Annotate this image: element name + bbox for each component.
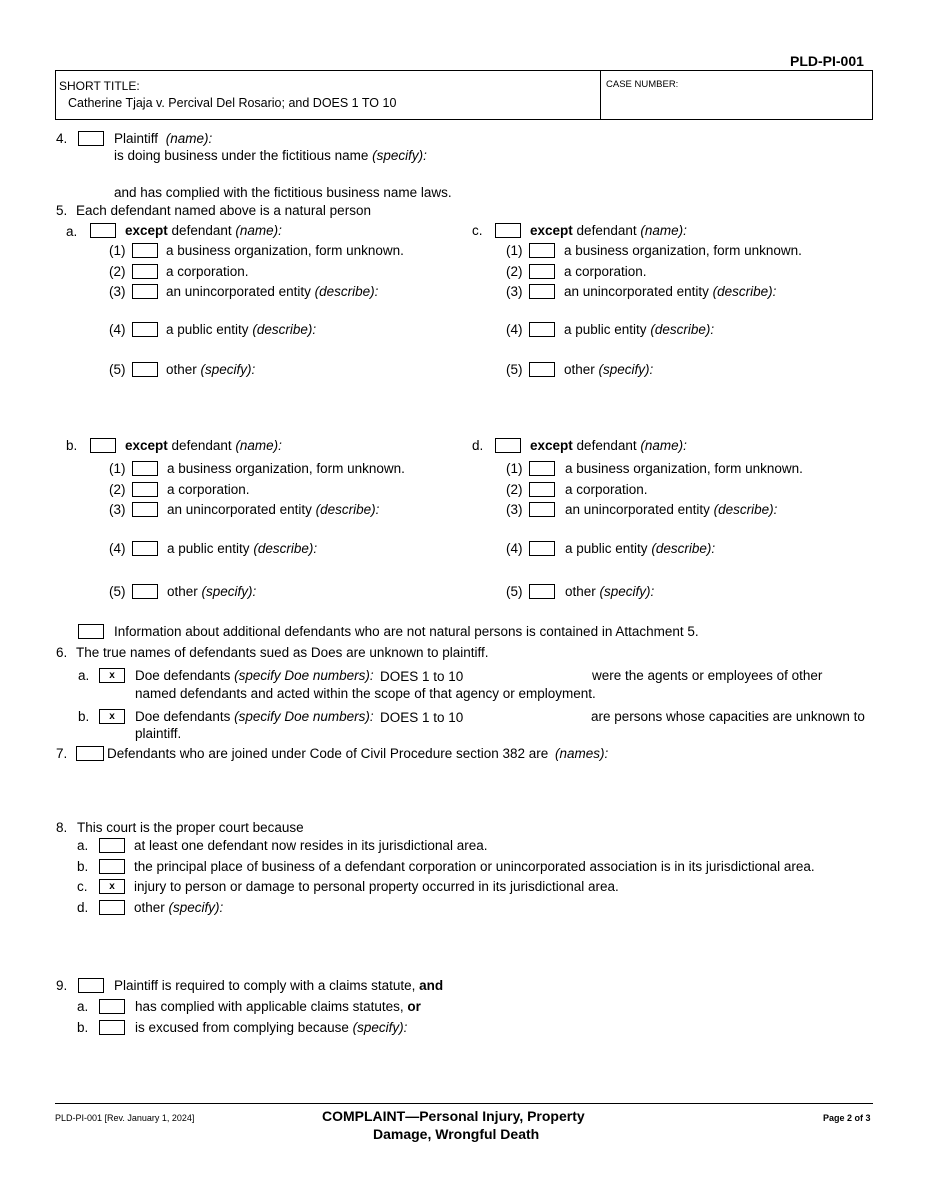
item5a-opt3-num: (3) bbox=[109, 284, 126, 299]
item9-line bbox=[114, 978, 443, 994]
item5d-opt3-checkbox[interactable] bbox=[529, 502, 555, 517]
item4-complied-text: and has complied with the fictitious business name laws. bbox=[114, 185, 452, 200]
item9a-checkbox[interactable] bbox=[99, 999, 125, 1014]
item5b-opt4-label: a public entity bbox=[167, 541, 250, 556]
item5d-opt4-text bbox=[565, 541, 715, 557]
item8b-checkbox[interactable] bbox=[99, 859, 125, 874]
item5d-opt4-num: (4) bbox=[506, 541, 523, 556]
item8a-checkbox[interactable] bbox=[99, 838, 125, 853]
item6b-label-line bbox=[135, 709, 374, 725]
item5d-opt4-checkbox[interactable] bbox=[529, 541, 555, 556]
item5a-defendant: defendant bbox=[171, 223, 232, 238]
item5c-opt4-label: a public entity bbox=[564, 322, 647, 337]
item5c-opt5-text bbox=[564, 362, 653, 378]
item5c-defendant: defendant bbox=[576, 223, 637, 238]
item8c-letter: c. bbox=[77, 879, 88, 894]
item5a-opt3-text bbox=[166, 284, 378, 300]
item5c-name-hint: (name): bbox=[640, 223, 687, 238]
item5d-opt3-hint: (describe): bbox=[713, 502, 778, 517]
item5c-opt3-num: (3) bbox=[506, 284, 523, 299]
item5b-opt5-hint: (specify): bbox=[201, 584, 257, 599]
item5b-opt4-num: (4) bbox=[109, 541, 126, 556]
item6b-doe-value[interactable]: DOES 1 to 10 bbox=[380, 710, 464, 725]
item9-text: Plaintiff is required to comply with a claims statute, bbox=[114, 978, 416, 993]
item5c-opt4-num: (4) bbox=[506, 322, 523, 337]
item8b-letter: b. bbox=[77, 859, 89, 874]
item6a-hint: (specify Doe numbers): bbox=[234, 668, 374, 683]
item5d-opt5-checkbox[interactable] bbox=[529, 584, 555, 599]
item5d-opt1-checkbox[interactable] bbox=[529, 461, 555, 476]
item5a-opt5-label: other bbox=[166, 362, 197, 377]
item5a-opt2-num: (2) bbox=[109, 264, 126, 279]
item5a-except: except bbox=[125, 223, 168, 238]
item5c-opt5-label: other bbox=[564, 362, 595, 377]
item5a-opt3-label: an unincorporated entity bbox=[166, 284, 311, 299]
item5b-except: except bbox=[125, 438, 168, 453]
item5c-opt2-checkbox[interactable] bbox=[529, 264, 555, 279]
item5b-except-line bbox=[125, 438, 282, 454]
item5d-opt5-num: (5) bbox=[506, 584, 523, 599]
item5c-opt3-hint: (describe): bbox=[712, 284, 777, 299]
item5d-opt4-label: a public entity bbox=[565, 541, 648, 556]
item5c-opt5-hint: (specify): bbox=[598, 362, 654, 377]
item5c-opt4-hint: (describe): bbox=[650, 322, 715, 337]
case-number-label: CASE NUMBER: bbox=[606, 79, 679, 90]
item5c-opt1-checkbox[interactable] bbox=[529, 243, 555, 258]
item6a-letter: a. bbox=[78, 668, 90, 683]
item5d-opt3-num: (3) bbox=[506, 502, 523, 517]
item5d-except-line bbox=[530, 438, 687, 454]
item5c-opt5-checkbox[interactable] bbox=[529, 362, 555, 377]
item8b-text: the principal place of business of a defendant corporation or unincorporated association is in its jurisdictional area. bbox=[134, 859, 815, 874]
item8-number: 8. bbox=[56, 820, 68, 835]
item7-line bbox=[107, 746, 608, 762]
item8d-checkbox[interactable] bbox=[99, 900, 125, 915]
item5d-opt1-num: (1) bbox=[506, 461, 523, 476]
item5d-opt2-checkbox[interactable] bbox=[529, 482, 555, 497]
item7-checkbox[interactable] bbox=[76, 746, 104, 761]
item8c-text: injury to person or damage to personal property occurred in its jurisdictional area. bbox=[134, 879, 619, 894]
item6b-label: Doe defendants bbox=[135, 709, 231, 724]
item8c-checkbox[interactable]: x bbox=[99, 879, 125, 894]
item5a-opt4-text bbox=[166, 322, 316, 338]
item5c-opt3-label: an unincorporated entity bbox=[564, 284, 709, 299]
form-id: PLD-PI-001 bbox=[790, 53, 864, 69]
item5d-opt3-text bbox=[565, 502, 777, 518]
footer-title-1: COMPLAINT—Personal Injury, Property bbox=[322, 1108, 585, 1124]
short-title-value[interactable]: Catherine Tjaja v. Percival Del Rosario; and DOES 1 TO 10 bbox=[68, 96, 397, 110]
item5a-name-hint: (name): bbox=[235, 223, 282, 238]
item5d-opt4-hint: (describe): bbox=[651, 541, 716, 556]
item5b-opt2-text: a corporation. bbox=[167, 482, 250, 497]
item5a-opt4-num: (4) bbox=[109, 322, 126, 337]
item5d-opt2-num: (2) bbox=[506, 482, 523, 497]
item4-text2: is doing business under the fictitious name bbox=[114, 148, 369, 163]
item5a-opt3-checkbox[interactable] bbox=[132, 284, 158, 299]
item5b-defendant: defendant bbox=[171, 438, 232, 453]
item5b-name-hint: (name): bbox=[235, 438, 282, 453]
item5b-letter: b. bbox=[66, 438, 78, 453]
item5a-except-line bbox=[125, 223, 282, 239]
item5b-opt1-text: a business organization, form unknown. bbox=[167, 461, 405, 476]
item6a-tail2: named defendants and acted within the scope of that agency or employment. bbox=[135, 686, 596, 701]
item5c-opt3-text bbox=[564, 284, 776, 300]
item5b-opt5-checkbox[interactable] bbox=[132, 584, 158, 599]
item5c-opt2-num: (2) bbox=[506, 264, 523, 279]
item4-specify-hint: (specify): bbox=[372, 148, 427, 163]
item6-number: 6. bbox=[56, 645, 68, 660]
item8a-letter: a. bbox=[77, 838, 89, 853]
item5d-opt2-text: a corporation. bbox=[565, 482, 648, 497]
item6-text: The true names of defendants sued as Does are unknown to plaintiff. bbox=[76, 645, 489, 660]
item6a-doe-value[interactable]: DOES 1 to 10 bbox=[380, 669, 464, 684]
item5b-opt2-num: (2) bbox=[109, 482, 126, 497]
item5b-opt3-label: an unincorporated entity bbox=[167, 502, 312, 517]
item9b-text: is excused from complying because bbox=[135, 1020, 349, 1035]
item4-checkbox[interactable] bbox=[78, 131, 104, 146]
item9-number: 9. bbox=[56, 978, 68, 993]
footer-page: Page 2 of 3 bbox=[823, 1113, 871, 1123]
item5a-opt4-hint: (describe): bbox=[252, 322, 317, 337]
short-title-label: SHORT TITLE: bbox=[59, 79, 140, 93]
item5a-opt5-hint: (specify): bbox=[200, 362, 256, 377]
item4-plaintiff-label bbox=[114, 131, 212, 147]
item5a-letter: a. bbox=[66, 224, 78, 239]
item5-attachment-checkbox[interactable] bbox=[78, 624, 104, 639]
item5b-opt5-label: other bbox=[167, 584, 198, 599]
item5c-opt1-num: (1) bbox=[506, 243, 523, 258]
item5c-checkbox[interactable] bbox=[495, 223, 521, 238]
item5d-opt5-text bbox=[565, 584, 654, 600]
item5c-opt1-text: a business organization, form unknown. bbox=[564, 243, 802, 258]
item9a-letter: a. bbox=[77, 999, 89, 1014]
item6b-hint: (specify Doe numbers): bbox=[234, 709, 374, 724]
item5d-opt3-label: an unincorporated entity bbox=[565, 502, 710, 517]
item5d-letter: d. bbox=[472, 438, 484, 453]
item9b-line bbox=[135, 1020, 407, 1036]
item5c-opt3-checkbox[interactable] bbox=[529, 284, 555, 299]
item5a-checkbox[interactable] bbox=[90, 223, 116, 238]
item6a-checkbox[interactable]: x bbox=[99, 668, 125, 683]
item5a-opt4-checkbox[interactable] bbox=[132, 322, 158, 337]
item5d-checkbox[interactable] bbox=[495, 438, 521, 453]
item5a-opt1-checkbox[interactable] bbox=[132, 243, 158, 258]
item5b-opt4-checkbox[interactable] bbox=[132, 541, 158, 556]
item5d-opt5-hint: (specify): bbox=[599, 584, 655, 599]
item5b-opt1-checkbox[interactable] bbox=[132, 461, 158, 476]
item5d-opt5-label: other bbox=[565, 584, 596, 599]
item5b-opt1-num: (1) bbox=[109, 461, 126, 476]
item9b-checkbox[interactable] bbox=[99, 1020, 125, 1035]
item5b-opt2-checkbox[interactable] bbox=[132, 482, 158, 497]
item5b-opt3-text bbox=[167, 502, 379, 518]
footer-rev: PLD-PI-001 [Rev. January 1, 2024] bbox=[55, 1113, 195, 1123]
item5c-opt4-checkbox[interactable] bbox=[529, 322, 555, 337]
item8d-letter: d. bbox=[77, 900, 89, 915]
item6a-tail1: were the agents or employees of other bbox=[592, 668, 823, 683]
item5a-opt2-checkbox[interactable] bbox=[132, 264, 158, 279]
item5a-opt2-text: a corporation. bbox=[166, 264, 249, 279]
item4-fictitious-line bbox=[114, 148, 427, 164]
item5d-name-hint: (name): bbox=[640, 438, 687, 453]
item5b-opt4-hint: (describe): bbox=[253, 541, 318, 556]
item5c-except-line bbox=[530, 223, 687, 239]
item7-hint: (names): bbox=[555, 746, 609, 761]
item5b-opt5-text bbox=[167, 584, 256, 600]
item9b-letter: b. bbox=[77, 1020, 89, 1035]
item6b-tail2: plaintiff. bbox=[135, 726, 182, 741]
item8d-line bbox=[134, 900, 223, 916]
item5c-opt5-num: (5) bbox=[506, 362, 523, 377]
item6a-label-line bbox=[135, 668, 374, 684]
item4-text1: Plaintiff bbox=[114, 131, 159, 146]
item5b-opt3-num: (3) bbox=[109, 502, 126, 517]
item5b-opt3-hint: (describe): bbox=[315, 502, 380, 517]
item9-and: and bbox=[419, 978, 444, 993]
item5d-defendant: defendant bbox=[576, 438, 637, 453]
item6b-letter: b. bbox=[78, 709, 90, 724]
item5c-opt4-text bbox=[564, 322, 714, 338]
item5-attachment-text: Information about additional defendants who are not natural persons is contained in Attachment 5. bbox=[114, 624, 699, 639]
item6a-label: Doe defendants bbox=[135, 668, 231, 683]
item9a-or: or bbox=[407, 999, 421, 1014]
item5a-opt4-label: a public entity bbox=[166, 322, 249, 337]
item9-checkbox[interactable] bbox=[78, 978, 104, 993]
item9b-hint: (specify): bbox=[352, 1020, 408, 1035]
item5-text: Each defendant named above is a natural person bbox=[76, 203, 371, 218]
item7-number: 7. bbox=[56, 746, 68, 761]
item4-number: 4. bbox=[56, 131, 68, 146]
item5a-opt1-text: a business organization, form unknown. bbox=[166, 243, 404, 258]
item6b-tail1: are persons whose capacities are unknown to bbox=[591, 709, 865, 724]
footer-title-2: Damage, Wrongful Death bbox=[373, 1126, 540, 1142]
item4-name-hint: (name): bbox=[165, 131, 213, 146]
item5c-letter: c. bbox=[472, 223, 483, 238]
item5a-opt5-checkbox[interactable] bbox=[132, 362, 158, 377]
footer-rule bbox=[55, 1103, 873, 1104]
item6b-checkbox[interactable]: x bbox=[99, 709, 125, 724]
item5a-opt3-hint: (describe): bbox=[314, 284, 379, 299]
item8-text: This court is the proper court because bbox=[77, 820, 304, 835]
item5a-opt5-num: (5) bbox=[109, 362, 126, 377]
item5b-opt4-text bbox=[167, 541, 317, 557]
item5b-opt5-num: (5) bbox=[109, 584, 126, 599]
item5c-except: except bbox=[530, 223, 573, 238]
item5b-opt3-checkbox[interactable] bbox=[132, 502, 158, 517]
item9a-text: has complied with applicable claims statutes, bbox=[135, 999, 404, 1014]
item5c-opt2-text: a corporation. bbox=[564, 264, 647, 279]
item5a-opt1-num: (1) bbox=[109, 243, 126, 258]
item5-number: 5. bbox=[56, 203, 68, 218]
item9a-line bbox=[135, 999, 421, 1015]
item5d-opt1-text: a business organization, form unknown. bbox=[565, 461, 803, 476]
item5b-checkbox[interactable] bbox=[90, 438, 116, 453]
header-divider bbox=[600, 70, 601, 120]
item5d-except: except bbox=[530, 438, 573, 453]
item8a-text: at least one defendant now resides in its jurisdictional area. bbox=[134, 838, 488, 853]
item8d-hint: (specify): bbox=[168, 900, 224, 915]
item8d-text: other bbox=[134, 900, 165, 915]
item5a-opt5-text bbox=[166, 362, 255, 378]
item7-text: Defendants who are joined under Code of Civil Procedure section 382 are bbox=[107, 746, 549, 761]
